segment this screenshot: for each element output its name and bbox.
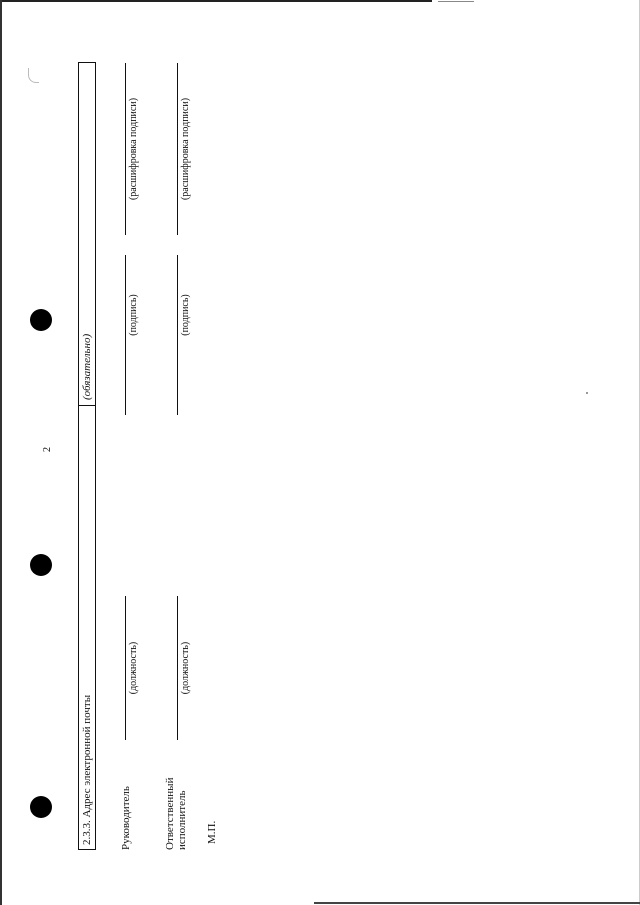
head-position-caption: (должность) — [128, 641, 139, 695]
email-field-label: 2.3.3. Адрес электронной почты — [81, 694, 93, 845]
head-decoding-caption: (расшифровка подписи) — [128, 97, 139, 201]
email-field-divider — [79, 405, 95, 406]
scan-edge-left — [0, 0, 2, 905]
head-signature-caption: (подпись) — [128, 294, 139, 336]
responsible-signature-caption: (подпись) — [180, 294, 191, 336]
scan-edge-top-fragment — [438, 1, 474, 2]
punch-hole-top — [30, 309, 52, 331]
scan-edge-bottom — [314, 902, 640, 904]
head-signature-line[interactable] — [125, 255, 126, 415]
scan-edge-top — [0, 0, 432, 2]
scan-artifact-mark — [28, 68, 39, 83]
punch-hole-bottom — [30, 796, 52, 818]
responsible-decoding-caption: (расшифровка подписи) — [180, 97, 191, 201]
head-decoding-line[interactable] — [125, 63, 126, 235]
responsible-signature-line[interactable] — [177, 255, 178, 415]
responsible-position-caption: (должность) — [180, 641, 191, 695]
responsible-position-line[interactable] — [177, 596, 178, 740]
head-label: Руководитель — [120, 786, 132, 850]
signature-form — [78, 60, 228, 850]
email-field-box[interactable] — [78, 62, 96, 850]
head-position-line[interactable] — [125, 596, 126, 740]
email-field-required-note: (обязательно) — [81, 333, 93, 400]
responsible-decoding-line[interactable] — [177, 63, 178, 235]
seal-label: М.П. — [206, 820, 218, 844]
responsible-label-line2: исполнитель — [176, 790, 188, 850]
responsible-label-line1: Ответственный — [164, 777, 176, 850]
scan-speck — [586, 392, 588, 394]
page-number: 2 — [42, 447, 53, 452]
punch-hole-middle — [30, 554, 52, 576]
